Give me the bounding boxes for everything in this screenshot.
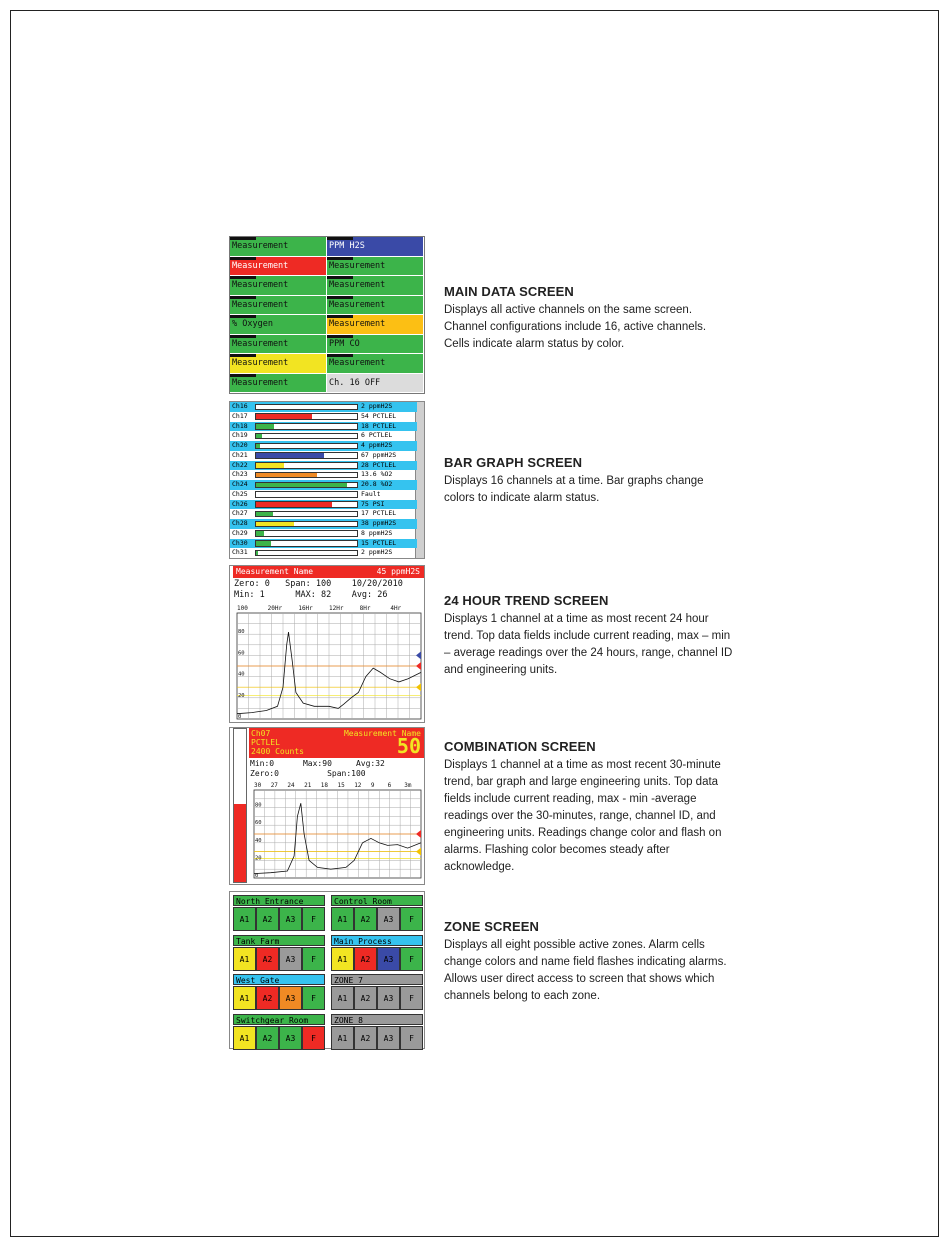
zone-tile bbox=[331, 1014, 423, 1050]
zone-alarm-cell: A1 bbox=[331, 907, 354, 931]
zone-tile bbox=[233, 1014, 325, 1050]
x-tick-label: 4Hr bbox=[390, 605, 402, 612]
bar-row-channel: Ch30 bbox=[232, 538, 248, 547]
bar-fill bbox=[256, 551, 258, 556]
bar-track bbox=[255, 413, 358, 420]
zone-tile bbox=[331, 974, 423, 1010]
bar-row-value: 20.8 %O2 bbox=[361, 480, 393, 488]
channel-cell bbox=[327, 335, 423, 355]
zone-name: Main Process bbox=[331, 935, 423, 946]
bar-track bbox=[255, 404, 358, 411]
y-tick-label: 20 bbox=[238, 692, 245, 699]
bar-row-value: 13.6 %O2 bbox=[361, 470, 393, 479]
bar-track bbox=[255, 472, 358, 479]
bar-graph-body: Displays 16 channels at a time. Bar graphs change colors to indicate alarm status. bbox=[444, 475, 704, 504]
cell-alarm-tick bbox=[230, 315, 256, 318]
bar-row-channel: Ch18 bbox=[232, 421, 248, 430]
channel-cell bbox=[230, 315, 326, 335]
bar-track bbox=[255, 462, 358, 469]
cell-alarm-tick bbox=[230, 257, 256, 260]
zone-name: ZONE 8 bbox=[331, 1014, 423, 1025]
bar-graph-description bbox=[444, 455, 734, 507]
trend-body: Displays 1 channel at a time as most recent 24 hour trend. Top data fields include current reading, max – min – average readings over the 24 hours, range, channel ID and engineering units. bbox=[444, 613, 733, 676]
combo-channel: Ch07 bbox=[251, 729, 271, 738]
bar-fill bbox=[256, 453, 324, 458]
trend-chart bbox=[232, 603, 424, 723]
bar-track bbox=[255, 540, 358, 547]
zone-alarm-cell: A3 bbox=[279, 1026, 302, 1050]
cell-label: PPM CO bbox=[329, 338, 360, 349]
zone-alarm-cell: A1 bbox=[233, 947, 256, 971]
bar-row bbox=[230, 500, 417, 510]
bar-row bbox=[230, 529, 417, 539]
bar-row-channel: Ch31 bbox=[232, 548, 248, 557]
cell-label: % Oxygen bbox=[232, 319, 273, 329]
bar-row-channel: Ch16 bbox=[232, 402, 248, 410]
channel-cell bbox=[327, 296, 423, 316]
cell-label: Measurement bbox=[329, 299, 386, 310]
bar-row-value: 15 PCTLEL bbox=[361, 538, 397, 547]
combo-info-line1: Min:0 Max:90 Avg:32 bbox=[250, 759, 385, 768]
cell-label: Measurement bbox=[329, 280, 386, 290]
zone-alarm-cell: A2 bbox=[256, 1026, 279, 1050]
bar-track bbox=[255, 550, 358, 557]
cell-label: Measurement bbox=[329, 358, 386, 368]
bar-row-channel: Ch21 bbox=[232, 450, 248, 459]
bar-row bbox=[230, 548, 417, 558]
combo-side-bar bbox=[233, 728, 247, 883]
bar-row-channel: Ch28 bbox=[232, 519, 248, 527]
zone-alarm-cell: A3 bbox=[279, 907, 302, 931]
bar-track bbox=[255, 443, 358, 450]
zone-tile bbox=[233, 935, 325, 971]
bar-fill bbox=[256, 512, 273, 517]
x-tick-label: 12 bbox=[354, 782, 362, 789]
x-tick-label: 30 bbox=[254, 782, 262, 789]
y-tick-label: 60 bbox=[238, 650, 245, 657]
x-tick-label: 6 bbox=[387, 782, 392, 789]
combo-unit: PCTLEL bbox=[251, 738, 280, 747]
combo-name: Measurement Name bbox=[343, 729, 421, 738]
bar-row-value: 54 PCTLEL bbox=[361, 411, 397, 420]
bar-row-channel: Ch29 bbox=[232, 528, 248, 537]
bar-row-value: 2 ppmH2S bbox=[361, 402, 393, 410]
bar-fill bbox=[256, 541, 271, 546]
bar-fill bbox=[256, 502, 332, 507]
zone-alarm-cell: A2 bbox=[354, 907, 377, 931]
channel-cell bbox=[327, 374, 423, 394]
zone-alarm-cell: F bbox=[400, 986, 423, 1010]
zone-alarm-cell: A3 bbox=[377, 947, 400, 971]
cell-label: Measurement bbox=[232, 299, 289, 310]
zone-name: North Entrance bbox=[233, 895, 325, 906]
bar-row bbox=[230, 519, 417, 529]
x-tick-label: 27 bbox=[270, 782, 278, 789]
cell-label: Measurement bbox=[232, 358, 289, 368]
combo-side-bar-fill bbox=[234, 804, 246, 882]
bar-track bbox=[255, 501, 358, 508]
cell-label: Measurement bbox=[329, 319, 386, 329]
x-tick-label: 16Hr bbox=[298, 605, 313, 612]
trend-heading: 24 HOUR TREND SCREEN bbox=[444, 593, 609, 608]
zone-alarm-cell: F bbox=[400, 1026, 423, 1050]
x-tick-label: 12Hr bbox=[329, 605, 344, 612]
bar-graph-heading: BAR GRAPH SCREEN bbox=[444, 455, 583, 470]
cell-label: PPM H2S bbox=[329, 241, 365, 251]
channel-cell bbox=[327, 257, 423, 277]
bar-row bbox=[230, 431, 417, 441]
zone-alarm-cell: A2 bbox=[354, 986, 377, 1010]
cell-alarm-tick bbox=[327, 257, 353, 260]
cell-alarm-tick bbox=[327, 276, 353, 279]
main-data-body: Displays all active channels on the same screen. Channel configurations include 16, active channels. Cells indicate alarm status by color. bbox=[444, 304, 707, 350]
cell-alarm-tick bbox=[230, 335, 256, 338]
bar-row-channel: Ch19 bbox=[232, 431, 248, 440]
trend-reading: 45 ppmH2S bbox=[376, 567, 420, 576]
zone-alarm-cell: A3 bbox=[377, 907, 400, 931]
trend-title: Measurement Name bbox=[236, 567, 314, 576]
y-tick-label: 20 bbox=[255, 855, 262, 862]
zone-tile bbox=[331, 935, 423, 971]
y-tick-label: 80 bbox=[255, 802, 262, 809]
bar-row bbox=[230, 451, 417, 461]
channel-cell bbox=[230, 374, 326, 394]
zone-alarm-cell: A2 bbox=[256, 986, 279, 1010]
trend-header bbox=[233, 566, 424, 578]
bar-row bbox=[230, 402, 417, 412]
zone-name: ZONE 7 bbox=[331, 974, 423, 985]
bar-row-value: 75 PSI bbox=[361, 499, 385, 508]
combo-big-value: 50 bbox=[396, 734, 421, 758]
x-tick-label: 3m bbox=[404, 782, 412, 789]
bar-fill bbox=[256, 434, 262, 439]
combo-counts: 2400 Counts bbox=[251, 747, 304, 756]
channel-cell bbox=[327, 315, 423, 335]
channel-cell bbox=[230, 237, 326, 257]
cell-alarm-tick bbox=[230, 237, 256, 240]
zone-alarm-cell: A1 bbox=[233, 907, 256, 931]
bar-row-value: Fault bbox=[361, 489, 381, 498]
zone-alarm-cell: A2 bbox=[354, 947, 377, 971]
cell-label: Measurement bbox=[232, 280, 289, 290]
bar-row-value: 67 ppmH2S bbox=[361, 450, 397, 459]
bar-track bbox=[255, 530, 358, 537]
zone-screen-image bbox=[229, 891, 425, 1049]
zone-name: Switchgear Room bbox=[233, 1014, 325, 1025]
y-tick-label: 40 bbox=[238, 671, 245, 678]
zone-alarm-cell: A1 bbox=[331, 947, 354, 971]
cell-alarm-tick bbox=[230, 296, 256, 299]
channel-cell bbox=[230, 354, 326, 374]
combination-heading: COMBINATION SCREEN bbox=[444, 739, 596, 754]
bar-row-channel: Ch24 bbox=[232, 480, 248, 488]
zone-alarm-cell: A3 bbox=[377, 1026, 400, 1050]
bar-row bbox=[230, 422, 417, 432]
bar-fill bbox=[256, 522, 294, 527]
trend-info-line1: Zero: 0 Span: 100 10/20/2010 bbox=[234, 579, 403, 589]
cell-label: Measurement bbox=[232, 241, 289, 251]
x-tick-label: 8Hr bbox=[359, 605, 371, 612]
bar-row bbox=[230, 441, 417, 451]
zone-alarm-cell: A1 bbox=[233, 1026, 256, 1050]
y-tick-label: 60 bbox=[255, 820, 262, 827]
bar-row-channel: Ch25 bbox=[232, 489, 248, 498]
bar-track bbox=[255, 452, 358, 459]
x-tick-label: 24 bbox=[287, 782, 295, 789]
zone-alarm-cell: F bbox=[302, 1026, 325, 1050]
bar-fill bbox=[256, 444, 260, 449]
bar-row-value: 38 ppmH2S bbox=[361, 519, 397, 527]
x-tick-label: 100 bbox=[237, 605, 248, 612]
x-tick-label: 21 bbox=[304, 782, 312, 789]
channel-cell bbox=[327, 237, 423, 257]
main-data-description bbox=[444, 284, 734, 353]
bar-row-channel: Ch23 bbox=[232, 470, 248, 479]
bar-fill bbox=[256, 414, 312, 419]
bar-row-value: 6 PCTLEL bbox=[361, 431, 393, 440]
cell-alarm-tick bbox=[230, 354, 256, 357]
zone-alarm-cell: A2 bbox=[256, 907, 279, 931]
cell-label: Ch. 16 OFF bbox=[329, 377, 381, 388]
zone-alarm-cell: F bbox=[302, 986, 325, 1010]
trend-info-line2: Min: 1 MAX: 82 Avg: 26 bbox=[234, 590, 388, 600]
zone-alarm-cell: A3 bbox=[279, 947, 302, 971]
bar-fill bbox=[256, 424, 274, 429]
combo-chart bbox=[249, 780, 424, 882]
y-tick-label: 40 bbox=[255, 837, 262, 844]
x-tick-label: 9 bbox=[370, 782, 375, 789]
zone-alarm-cell: A2 bbox=[354, 1026, 377, 1050]
bar-row bbox=[230, 461, 417, 471]
bar-fill bbox=[256, 463, 284, 468]
zone-heading: ZONE SCREEN bbox=[444, 919, 540, 934]
cell-alarm-tick bbox=[327, 335, 353, 338]
bar-track bbox=[255, 423, 358, 430]
combination-screen-image bbox=[229, 727, 425, 885]
cell-alarm-tick bbox=[327, 315, 353, 318]
zone-description bbox=[444, 919, 734, 1005]
channel-cell bbox=[230, 296, 326, 316]
zone-tile bbox=[233, 895, 325, 931]
bar-track bbox=[255, 482, 358, 489]
zone-tile bbox=[233, 974, 325, 1010]
bar-row bbox=[230, 509, 417, 519]
cell-alarm-tick bbox=[230, 374, 256, 377]
x-tick-label: 20Hr bbox=[267, 605, 283, 612]
combination-body: Displays 1 channel at a time as most recent 30-minute trend, bar graph and large engineering units. Top data fields include current reading, max - min -average readings over the 30-minutes, range, channel ID, and engineering units. Readings change color and flash on alarms. Flashing color becomes steady after acknowledge. bbox=[444, 759, 722, 873]
channel-cell bbox=[230, 276, 326, 296]
cell-label: Measurement bbox=[232, 260, 289, 271]
bar-row-value: 18 PCTLEL bbox=[361, 421, 397, 430]
zone-tile bbox=[331, 895, 423, 931]
bar-row-value: 28 PCTLEL bbox=[361, 460, 397, 469]
zone-name: Control Room bbox=[331, 895, 423, 906]
y-tick-label: 0 bbox=[255, 873, 259, 879]
zone-alarm-cell: F bbox=[400, 907, 423, 931]
zone-alarm-cell: A3 bbox=[377, 986, 400, 1010]
channel-cell bbox=[327, 354, 423, 374]
zone-body: Displays all eight possible active zones. Alarm cells change colors and name field flashes indicating alarms. Allows user direct access to screen that shows which channels belong to each zone. bbox=[444, 939, 727, 1002]
cell-alarm-tick bbox=[327, 296, 353, 299]
main-data-screen-image bbox=[229, 236, 425, 394]
bar-row-channel: Ch17 bbox=[232, 411, 248, 420]
bar-row bbox=[230, 412, 417, 422]
bar-row-value: 8 ppmH2S bbox=[361, 528, 393, 537]
y-tick-label: 80 bbox=[238, 629, 245, 636]
bar-track bbox=[255, 511, 358, 518]
bar-fill bbox=[256, 473, 317, 478]
bar-row-channel: Ch26 bbox=[232, 499, 248, 508]
zone-alarm-cell: A1 bbox=[233, 986, 256, 1010]
x-tick-label: 15 bbox=[337, 782, 345, 789]
bar-row-channel: Ch20 bbox=[232, 441, 248, 449]
cell-label: Measurement bbox=[232, 377, 289, 388]
bar-row bbox=[230, 539, 417, 549]
zone-name: Tank Farm bbox=[233, 935, 325, 946]
bar-row-value: 4 ppmH2S bbox=[361, 441, 393, 449]
zone-alarm-cell: A1 bbox=[331, 1026, 354, 1050]
cell-alarm-tick bbox=[327, 237, 353, 240]
combo-info-line2: Zero:0 Span:100 bbox=[250, 769, 366, 778]
bar-row-value: 17 PCTLEL bbox=[361, 509, 397, 518]
zone-alarm-cell: F bbox=[302, 947, 325, 971]
zone-alarm-cell: A2 bbox=[256, 947, 279, 971]
zone-alarm-cell: F bbox=[302, 907, 325, 931]
channel-cell bbox=[230, 257, 326, 277]
bar-row-channel: Ch22 bbox=[232, 460, 248, 469]
bar-fill bbox=[256, 531, 264, 536]
x-tick-label: 18 bbox=[320, 782, 329, 789]
channel-cell bbox=[327, 276, 423, 296]
bar-row bbox=[230, 480, 417, 490]
zone-alarm-cell: A3 bbox=[279, 986, 302, 1010]
cell-label: Measurement bbox=[329, 260, 386, 271]
trend-description bbox=[444, 593, 734, 679]
channel-cell bbox=[230, 335, 326, 355]
cell-alarm-tick bbox=[327, 354, 353, 357]
cell-alarm-tick bbox=[230, 276, 256, 279]
bar-track bbox=[255, 433, 358, 440]
combo-header bbox=[249, 728, 424, 758]
bar-track bbox=[255, 491, 358, 498]
bar-row bbox=[230, 470, 417, 480]
main-data-heading: MAIN DATA SCREEN bbox=[444, 284, 574, 299]
zone-alarm-cell: F bbox=[400, 947, 423, 971]
bar-track bbox=[255, 521, 358, 528]
combination-description bbox=[444, 739, 734, 876]
bar-row bbox=[230, 490, 417, 500]
bar-row-value: 2 ppmH2S bbox=[361, 548, 393, 557]
bar-fill bbox=[256, 483, 347, 488]
bar-graph-screen-image bbox=[229, 401, 425, 559]
cell-label: Measurement bbox=[232, 338, 289, 349]
y-tick-label: 0 bbox=[238, 714, 242, 720]
trend-screen-image bbox=[229, 565, 425, 723]
bar-row-channel: Ch27 bbox=[232, 509, 248, 518]
zone-name: West Gate bbox=[233, 974, 325, 985]
zone-alarm-cell: A1 bbox=[331, 986, 354, 1010]
